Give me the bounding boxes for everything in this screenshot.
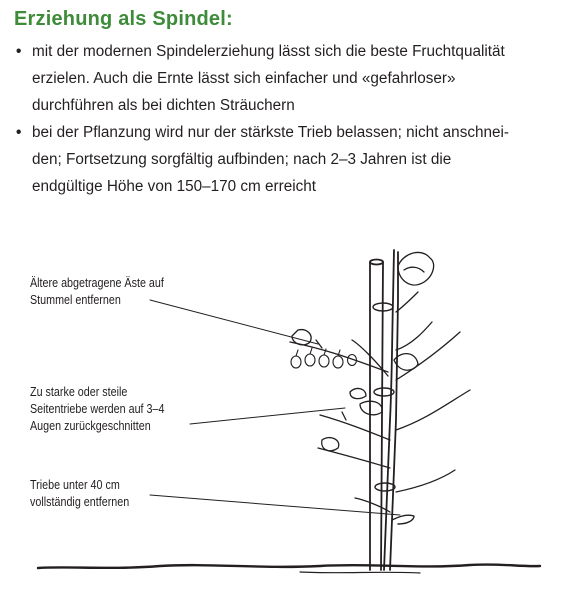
label-line: Seitentriebe werden auf 3–4 (30, 402, 165, 416)
bullet-line: mit der modernen Spindelerziehung lässt sich die beste Fruchtqualität (32, 43, 505, 60)
pointer-lines (150, 300, 400, 515)
leaf (322, 438, 339, 451)
label-line: Triebe unter 40 cm (30, 478, 120, 492)
label-line: Ältere abgetragene Äste auf (30, 276, 164, 290)
bullet-dot: • (16, 43, 22, 60)
leaf (292, 330, 311, 345)
bullet-dot: • (16, 124, 22, 141)
bullet-line: erzielen. Auch die Ernte lässt sich einfacher und «gefahrloser» (32, 70, 456, 87)
bullet-line: endgültige Höhe von 150–170 cm erreicht (32, 178, 317, 195)
cut-stub (392, 515, 414, 524)
section-heading: Erziehung als Spindel: (14, 8, 233, 30)
bullet-line: bei der Pflanzung wird nur der stärkste Trieb belassen; nicht anschnei- (32, 124, 510, 141)
label-line: Stummel entfernen (30, 293, 121, 307)
pointer-line (150, 495, 400, 515)
trunk (384, 250, 398, 570)
label-line: vollständig entfernen (30, 495, 130, 509)
fruit (333, 356, 343, 368)
bullet-line: den; Fortsetzung sorgfältig aufbinden; nach 2–3 Jahren ist die (32, 151, 452, 168)
pointer-line (150, 300, 318, 344)
leaf (360, 401, 382, 415)
leaf (398, 252, 434, 285)
fruit (291, 356, 301, 368)
bullet-line: durchführen als bei dichten Sträuchern (32, 97, 295, 114)
leaf (404, 267, 424, 272)
leaves (292, 252, 434, 450)
ground-line (300, 572, 420, 573)
leaf (350, 389, 366, 399)
label-line: Zu starke oder steile (30, 385, 128, 399)
label-line: Augen zurückgeschnitten (30, 419, 151, 433)
branches (290, 292, 470, 512)
ground-line (38, 564, 540, 568)
fruit (305, 354, 315, 366)
fruit (319, 355, 329, 367)
